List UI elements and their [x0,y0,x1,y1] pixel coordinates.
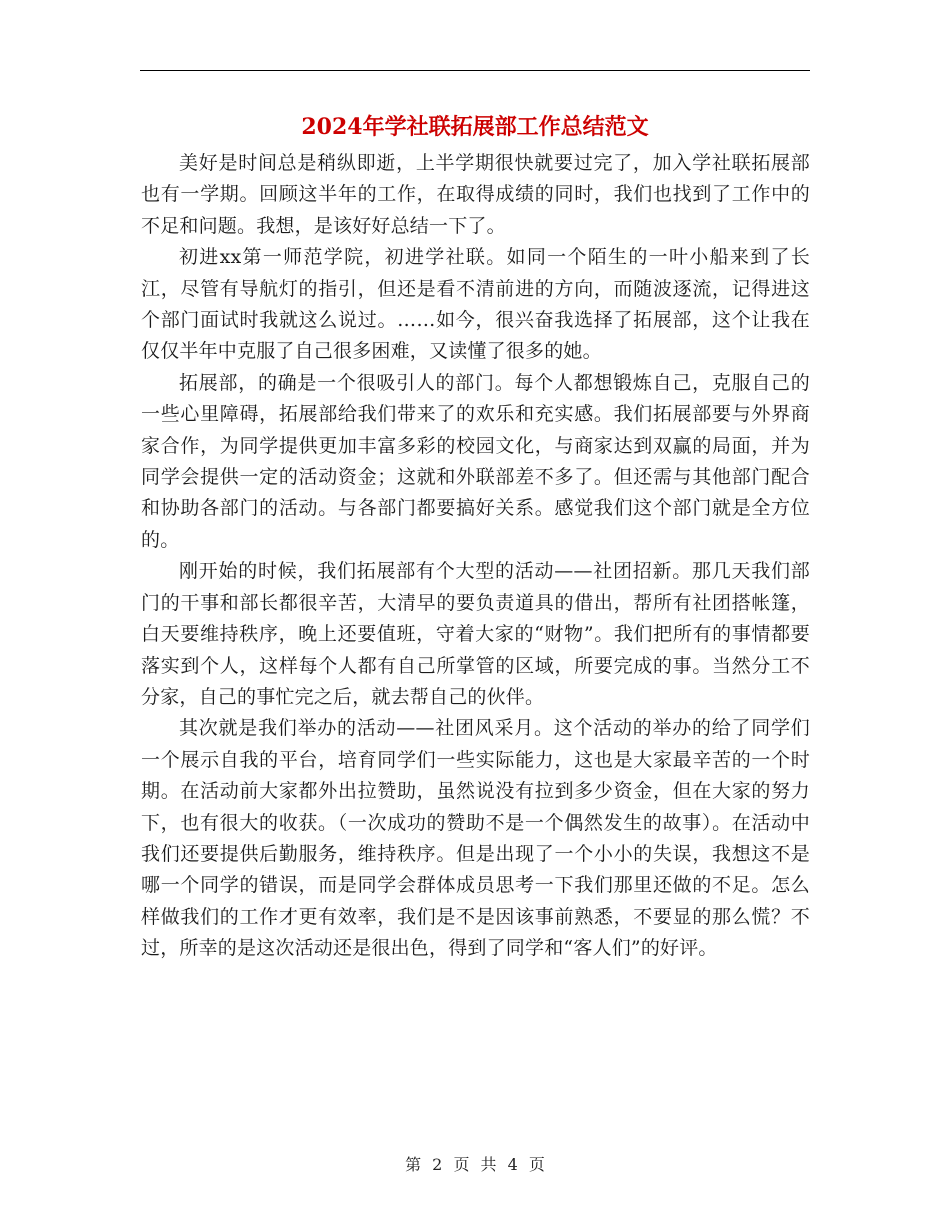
paragraph: 拓展部，的确是一个很吸引人的部门。每个人都想锻炼自己，克服自己的一些心里障碍，拓展部给我们带来了的欢乐和充实感。我们拓展部要与外界商家合作，为同学提供更加丰富多彩的校园文化，与商家达到双赢的局面，并为同学会提供一定的活动资金；这就和外联部差不多了。但还需与其他部门配合和协助各部门的活动。与各部门都要搞好关系。感觉我们这个部门就是全方位的。 [141,371,810,551]
document-body [141,148,810,965]
document-title: 2024年学社联拓展部工作总结范文 [301,114,649,140]
paragraph: 刚开始的时候，我们拓展部有个大型的活动——社团招新。那几天我们部门的干事和部长都很辛苦，大清早的要负责道具的借出，帮所有社团搭帐篷，白天要维持秩序，晚上还要值班，守着大家的“财物”。我们把所有的事情都要落实到个人，这样每个人都有自己所掌管的区域，所要完成的事。当然分工不分家，自己的事忙完之后，就去帮自己的伙伴。 [141,560,810,708]
paragraph: 初进xx第一师范学院，初进学社联。如同一个陌生的一叶小船来到了长江，尽管有导航灯的指引，但还是看不清前进的方向，而随波逐流，记得进这个部门面试时我就这么说过。……如今，很兴奋我选择了拓展部，这个让我在仅仅半年中克服了自己很多困难，又读懂了很多的她。 [141,246,810,363]
header-rule [140,70,810,71]
paragraph: 其次就是我们举办的活动——社团风采月。这个活动的举办的给了同学们一个展示自我的平台，培育同学们一些实际能力，这也是大家最辛苦的一个时期。在活动前大家都外出拉赞助，虽然说没有拉到多少资金，但在大家的努力下，也有很大的收获。（一次成功的赞助不是一个偶然发生的故事）。在活动中我们还要提供后勤服务，维持秩序。但是出现了一个小小的失误，我想这不是哪一个同学的错误，而是同学会群体成员思考一下我们那里还做的不足。怎么样做我们的工作才更有效率，我们是不是因该事前熟悉，不要显的那么慌？不过，所幸的是这次活动还是很出色，得到了同学和“客人们”的好评。 [141,717,810,960]
page-number-footer: 第 2 页 共 4 页 [405,1155,545,1174]
paragraph: 美好是时间总是稍纵即逝，上半学期很快就要过完了，加入学社联拓展部也有一学期。回顾这半年的工作，在取得成绩的同时，我们也找到了工作中的不足和问题。我想，是该好好总结一下了。 [141,152,810,237]
